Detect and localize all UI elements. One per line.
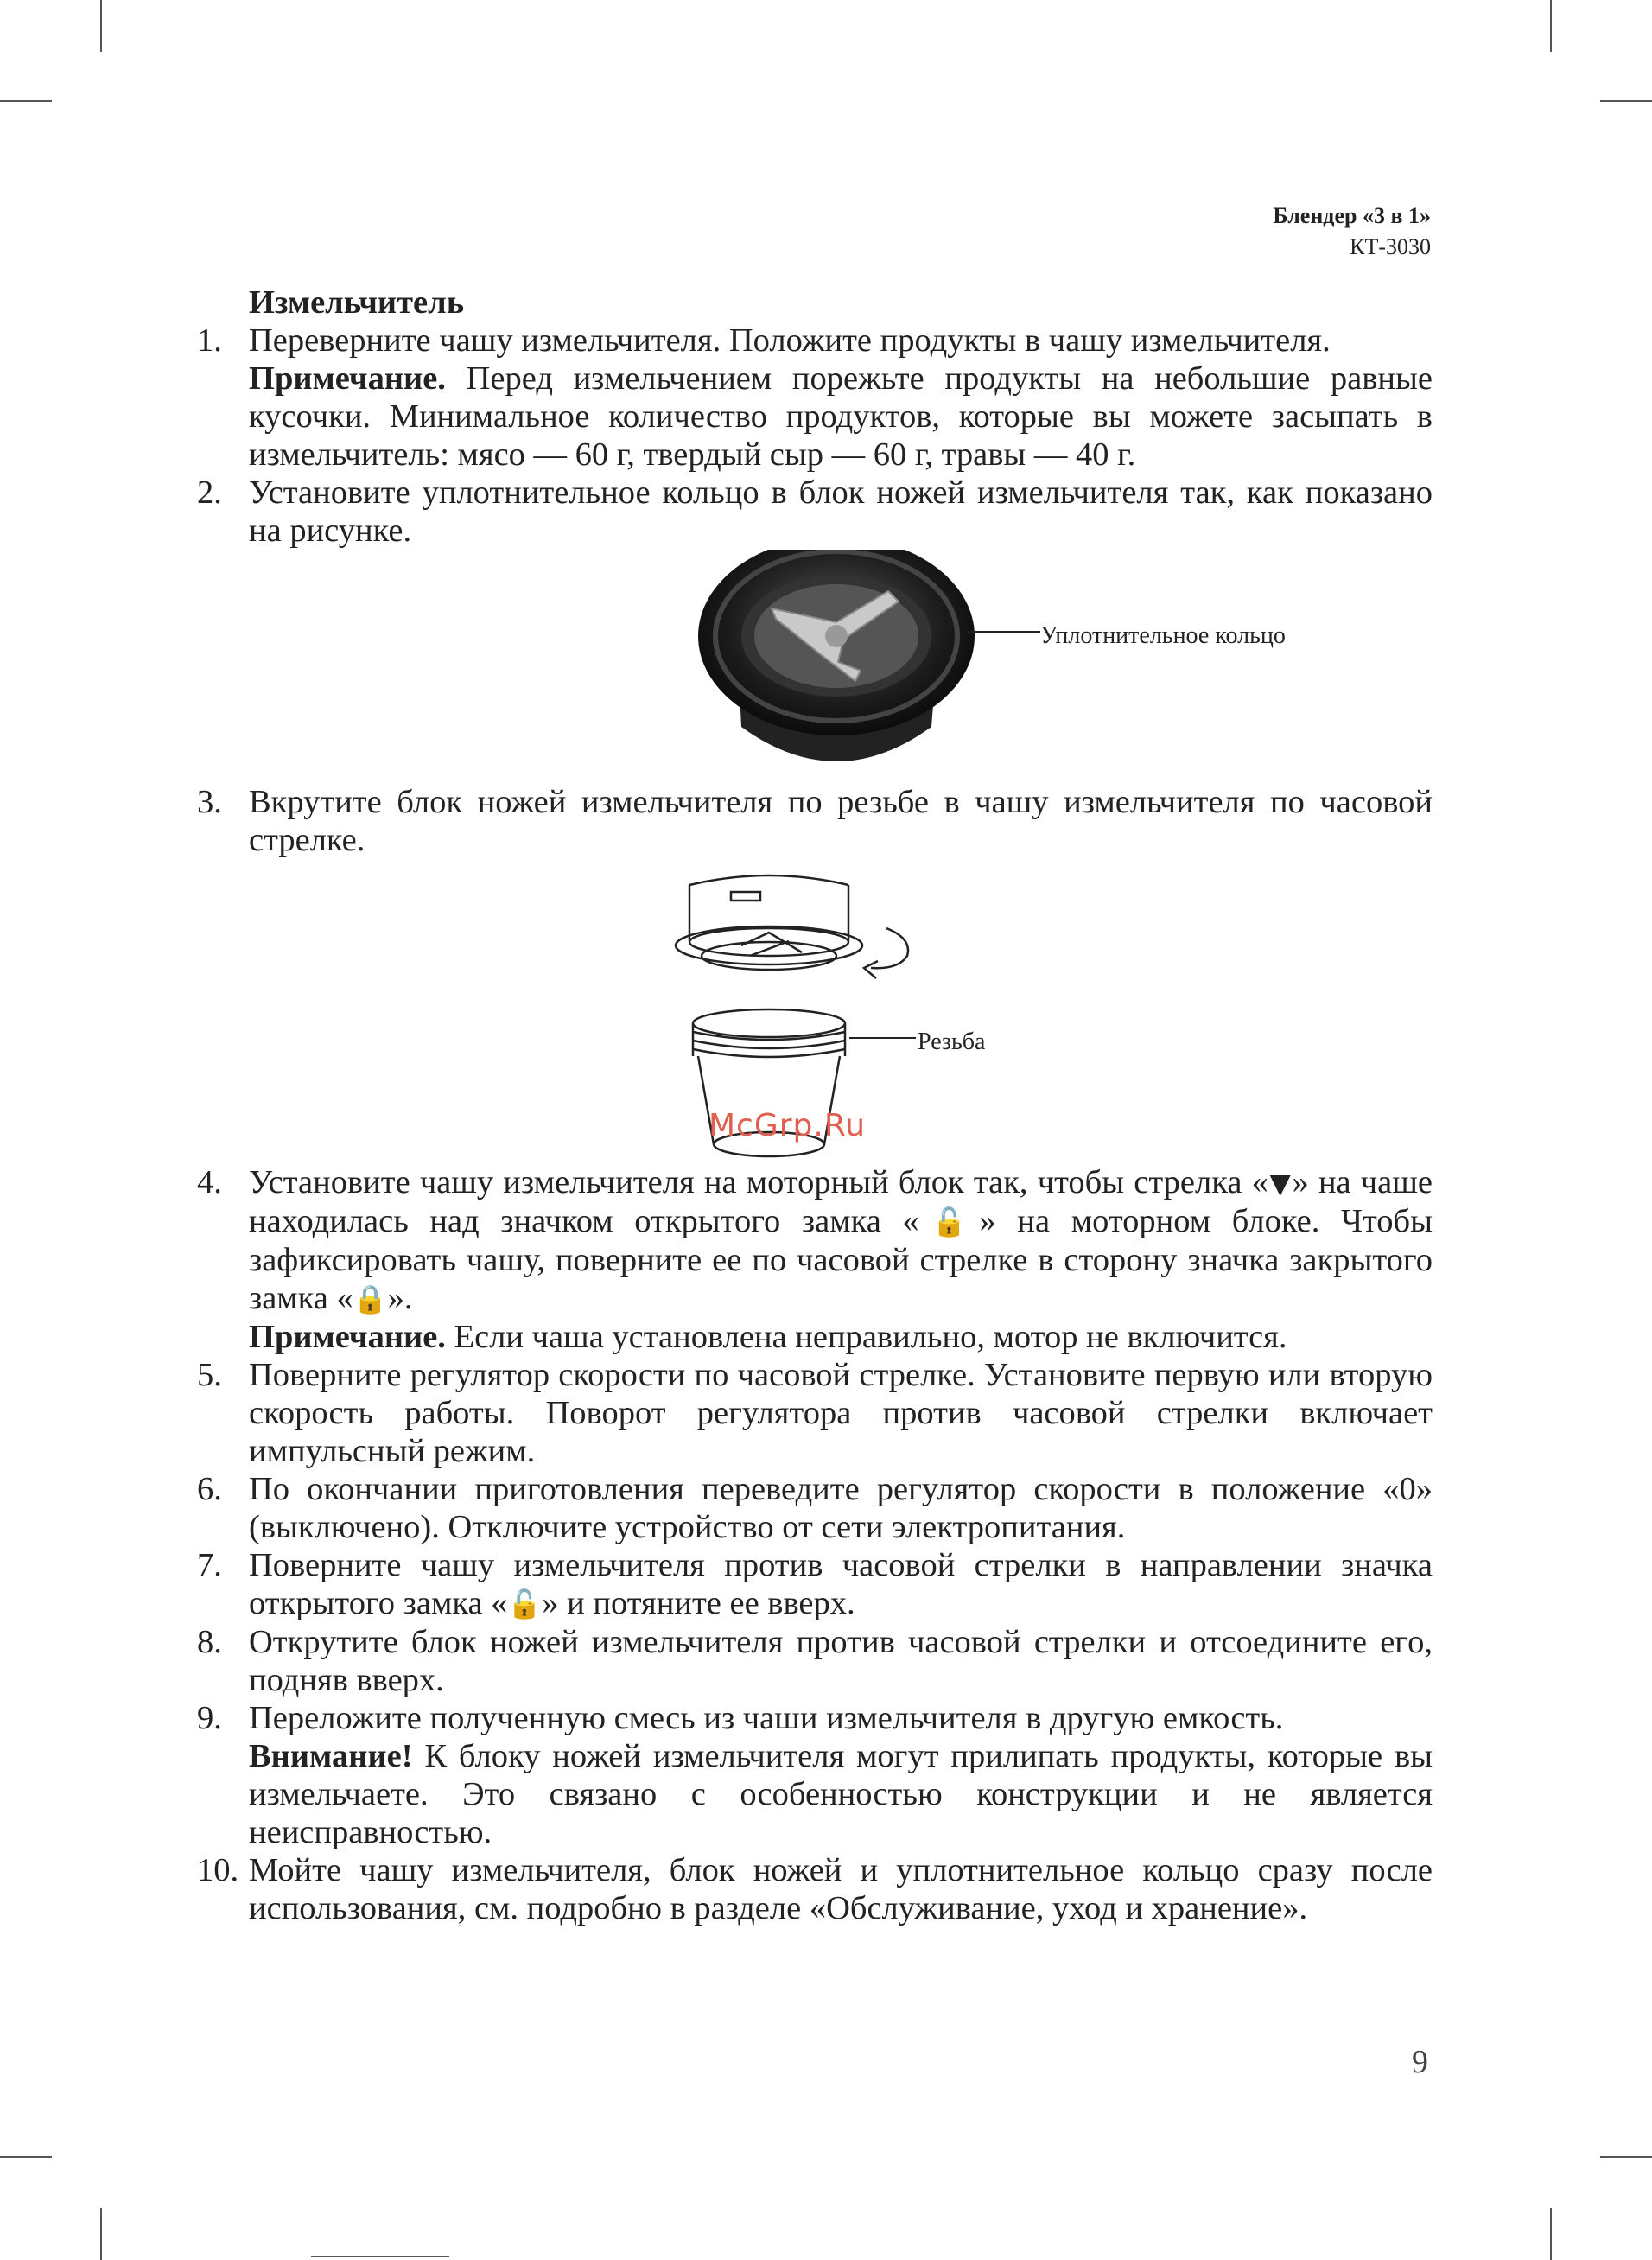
open-lock-icon: 🔓 bbox=[918, 1206, 980, 1238]
header-title: Блендер «3 в 1» bbox=[1273, 203, 1431, 228]
list-item bbox=[197, 1699, 1433, 1737]
step-number: 7. bbox=[197, 1547, 222, 1583]
closed-lock-icon: 🔒 bbox=[353, 1283, 388, 1315]
crop-mark bbox=[1550, 0, 1552, 52]
step-text: Вкрутите блок ножей измельчителя по резьбе в чашу измельчителя по часовой стрелке. bbox=[249, 784, 1433, 858]
step-text: Поверните регулятор скорости по часовой стрелке. Установите первую или вторую скорость работы. Поворот регулятора против часовой стрелки включает импульсный режим. bbox=[249, 1357, 1433, 1469]
note bbox=[197, 1318, 1433, 1356]
open-lock-icon: 🔓 bbox=[507, 1588, 543, 1620]
list-item bbox=[197, 321, 1433, 360]
step-text: Переверните чашу измельчителя. Положите продукты в чашу измельчителя. bbox=[249, 322, 1331, 359]
list-item bbox=[197, 1470, 1433, 1546]
header-model: КТ-3030 bbox=[1350, 234, 1431, 259]
step-number: 1. bbox=[197, 322, 222, 359]
step-number: 5. bbox=[197, 1357, 222, 1393]
list-item bbox=[197, 783, 1433, 859]
note bbox=[197, 1737, 1433, 1851]
crop-mark bbox=[1600, 100, 1652, 102]
list-item bbox=[197, 1851, 1433, 1927]
instructions bbox=[197, 283, 1433, 1927]
step-text: Открутите блок ножей измельчителя против часовой стрелки и отсоедините его, подняв вверх. bbox=[249, 1624, 1433, 1698]
thread-caption: Резьба bbox=[918, 1028, 986, 1055]
crop-mark bbox=[311, 2256, 449, 2257]
note-label: Примечание. bbox=[249, 1319, 446, 1355]
crop-mark bbox=[1600, 2156, 1652, 2158]
list-item bbox=[197, 1356, 1433, 1470]
step-text: Установите чашу измельчителя на моторный блок так, чтобы стрелка «▼» на чаше находилась над значком открытого замка «🔓» на моторном блоке. Чтобы зафиксировать чашу, поверните ее по часовой стрелке в сторону значка закрытого замка «🔒». bbox=[249, 1164, 1433, 1316]
crop-mark bbox=[100, 2208, 102, 2260]
crop-mark bbox=[0, 100, 52, 102]
step-text: Мойте чашу измельчителя, блок ножей и уплотнительное кольцо сразу после использования, см. подробно в разделе «Обслуживание, уход и хранение». bbox=[249, 1852, 1433, 1926]
page-number: 9 bbox=[1412, 2044, 1428, 2080]
step-number: 6. bbox=[197, 1471, 222, 1507]
list-item bbox=[197, 1546, 1433, 1623]
seal-ring-illustration bbox=[197, 550, 1433, 783]
crop-mark bbox=[100, 0, 102, 52]
step-text: Поверните чашу измельчителя против часовой стрелки в направлении значка открытого замка «🔓» и потяните ее вверх. bbox=[249, 1547, 1433, 1621]
page-header bbox=[1273, 201, 1431, 263]
note-text: Если чаша установлена неправильно, мотор не включится. bbox=[445, 1319, 1287, 1355]
step-number: 10. bbox=[197, 1852, 239, 1888]
step-number: 9. bbox=[197, 1700, 222, 1736]
seal-ring-figure bbox=[197, 550, 1433, 783]
step-number: 2. bbox=[197, 474, 222, 511]
crop-mark bbox=[0, 2156, 52, 2158]
list-item bbox=[197, 474, 1433, 550]
step-text: По окончании приготовления переведите регулятор скорости в положение «0» (выключено). Отключите устройство от сети электропитания. bbox=[249, 1471, 1433, 1545]
note-text: Перед измельчением порежьте продукты на небольшие равные кусочки. Минимальное количество продуктов, которые вы можете засыпать в измельчитель: мясо — 60 г, твердый сыр — 60 г, травы — 40 г. bbox=[249, 360, 1433, 473]
note-text: К блоку ножей измельчителя могут прилипать продукты, которые вы измельчаете. Это связано с особенностью конструкции и не является неисправностью. bbox=[249, 1738, 1433, 1850]
step-text: Установите уплотнительное кольцо в блок ножей измельчителя так, как показано на рисунке. bbox=[249, 474, 1433, 549]
crop-mark bbox=[1550, 2208, 1552, 2260]
note bbox=[197, 360, 1433, 474]
arrow-down-icon: ▼ bbox=[1268, 1167, 1293, 1200]
step-number: 4. bbox=[197, 1164, 222, 1200]
step-number: 8. bbox=[197, 1624, 222, 1660]
watermark: McGrp.Ru bbox=[708, 1108, 867, 1143]
note-label: Примечание. bbox=[249, 360, 446, 397]
seal-ring-caption: Уплотнительное кольцо bbox=[1040, 622, 1286, 649]
step-text: Переложите полученную смесь из чаши измельчителя в другую емкость. bbox=[249, 1700, 1284, 1736]
section-title: Измельчитель bbox=[249, 284, 465, 321]
list-item bbox=[197, 1163, 1433, 1318]
list-item bbox=[197, 1623, 1433, 1699]
step-number: 3. bbox=[197, 784, 222, 820]
note-label: Внимание! bbox=[249, 1738, 413, 1774]
